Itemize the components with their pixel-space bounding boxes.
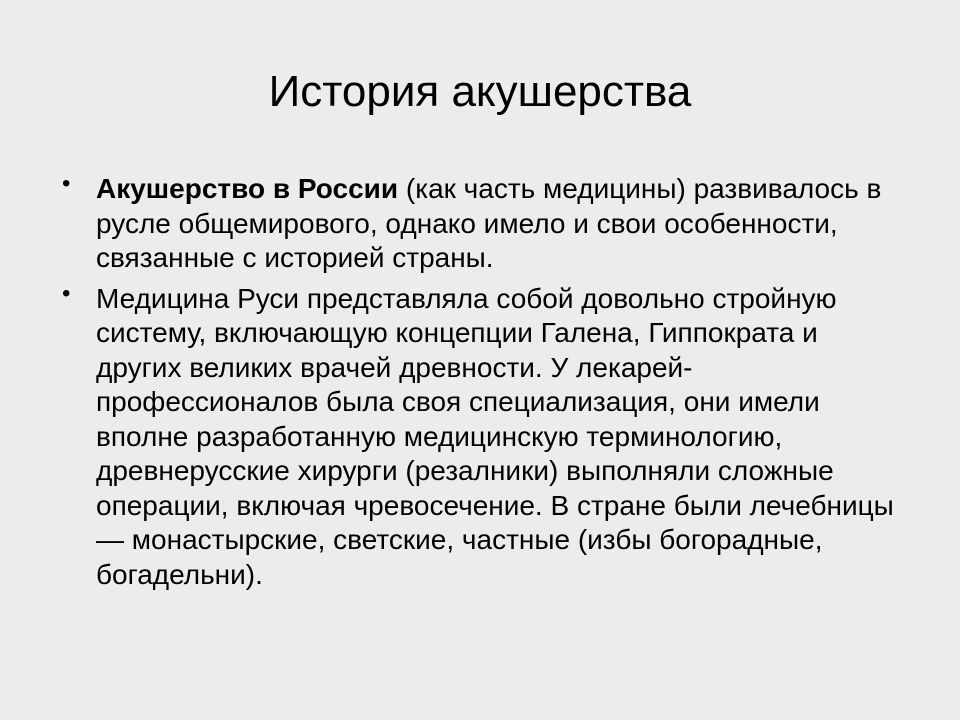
- bullet-dot-icon: •: [62, 279, 71, 307]
- bullet-list: [60, 172, 910, 598]
- bullet-dot-icon: •: [62, 170, 71, 197]
- slide-title: История акушерства: [268, 67, 692, 116]
- bullet-item-1: [60, 172, 910, 276]
- bullet-1-text: (как часть медицины) развивалось в русле общемирового, однако имело и свои особенности, связанные с историей страны.: [96, 173, 882, 273]
- bullet-2-text: Медицина Руси представляла собой довольно стройную систему, включающую концепции Галена, Гиппократа и других великих врачей древности. У лекарей-профессионалов была своя специализация, они имели вполне разработанную медицинскую терминологию, древнерусские хирурги (резалники) выполняли сложные операции, включая чревосечение. В стране были лечебницы — монастырские, светские, частные (избы богорадные, богадельни).: [96, 282, 894, 590]
- bullet-1-bold-text: Акушерство в России: [96, 173, 399, 204]
- bullet-item-2: [60, 279, 910, 593]
